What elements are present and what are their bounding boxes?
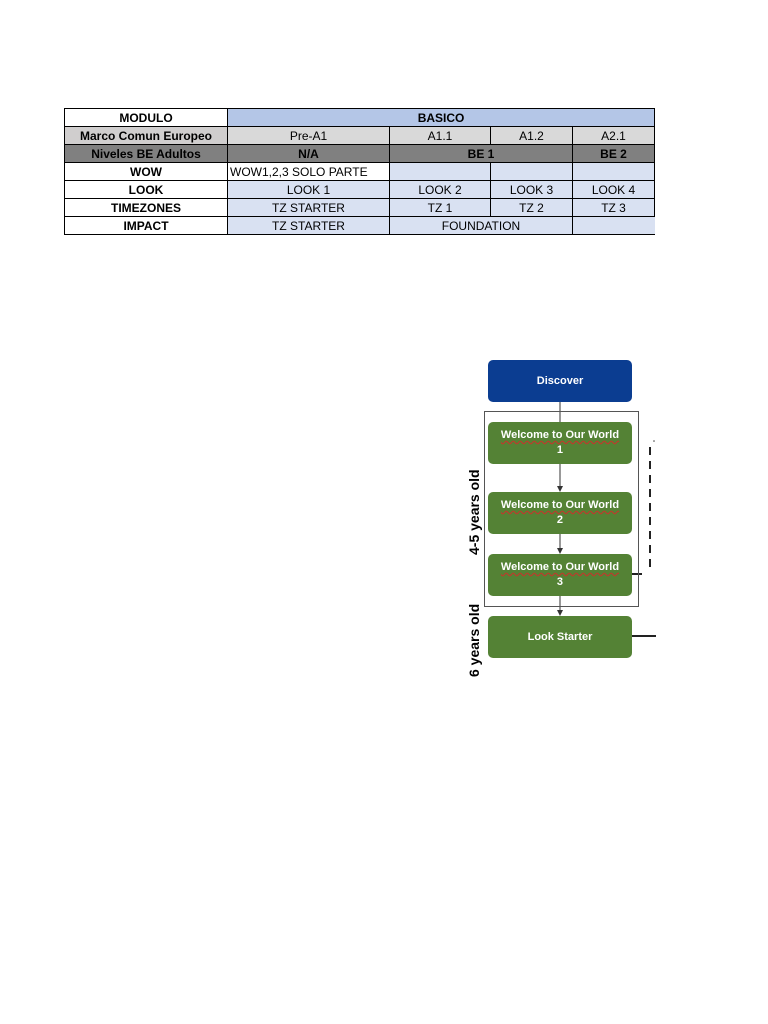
cell: TZ 1 <box>390 199 491 217</box>
row-marco-comun-europeo <box>65 127 655 145</box>
cell: LOOK 1 <box>228 181 390 199</box>
cell: Pre-A1 <box>228 127 390 145</box>
wow3-box <box>488 554 632 596</box>
row-wow <box>65 163 655 181</box>
row-niveles-be-adultos <box>65 145 655 163</box>
look-starter-box <box>488 616 632 658</box>
wow3-title: Welcome to Our World <box>500 561 620 573</box>
row-header: IMPACT <box>65 217 228 235</box>
cell <box>573 163 655 181</box>
cell <box>573 217 655 235</box>
age-label-6: 6 years old <box>466 603 482 677</box>
row-header: Marco Comun Europeo <box>65 127 228 145</box>
cell: A1.1 <box>390 127 491 145</box>
cell: WOW1,2,3 SOLO PARTE <box>228 163 390 181</box>
wow1-box <box>488 422 632 464</box>
cell: LOOK 3 <box>491 181 573 199</box>
row-header: TIMEZONES <box>65 199 228 217</box>
row-header: MODULO <box>65 109 228 127</box>
wow3-number: 3 <box>556 576 564 588</box>
cell: TZ 3 <box>573 199 655 217</box>
cell <box>390 163 491 181</box>
cell: BASICO <box>228 109 655 127</box>
row-header: Niveles BE Adultos <box>65 145 228 163</box>
row-impact <box>65 217 655 235</box>
cell: LOOK 4 <box>573 181 655 199</box>
cell: BE 2 <box>573 145 655 163</box>
wow2-box <box>488 492 632 534</box>
course-levels-table <box>64 108 655 235</box>
discover-box <box>488 360 632 402</box>
wow1-number: 1 <box>556 444 564 456</box>
cell: TZ STARTER <box>228 199 390 217</box>
discover-label: Discover <box>536 374 584 387</box>
cell: LOOK 2 <box>390 181 491 199</box>
row-header: LOOK <box>65 181 228 199</box>
wow1-title: Welcome to Our World <box>500 429 620 441</box>
cell: TZ 2 <box>491 199 573 217</box>
cell: A1.2 <box>491 127 573 145</box>
row-modulo <box>65 109 655 127</box>
cell <box>491 163 573 181</box>
course-path-diagram <box>460 355 660 685</box>
row-look <box>65 181 655 199</box>
cell: FOUNDATION <box>390 217 573 235</box>
cell: A2.1 <box>573 127 655 145</box>
cell: BE 1 <box>390 145 573 163</box>
cell: N/A <box>228 145 390 163</box>
age-label-4-5: 4-5 years old <box>466 469 482 555</box>
look-starter-label: Look Starter <box>527 630 593 643</box>
wow2-title: Welcome to Our World <box>500 499 620 511</box>
row-header: WOW <box>65 163 228 181</box>
wow2-number: 2 <box>556 514 564 526</box>
row-timezones <box>65 199 655 217</box>
cell: TZ STARTER <box>228 217 390 235</box>
